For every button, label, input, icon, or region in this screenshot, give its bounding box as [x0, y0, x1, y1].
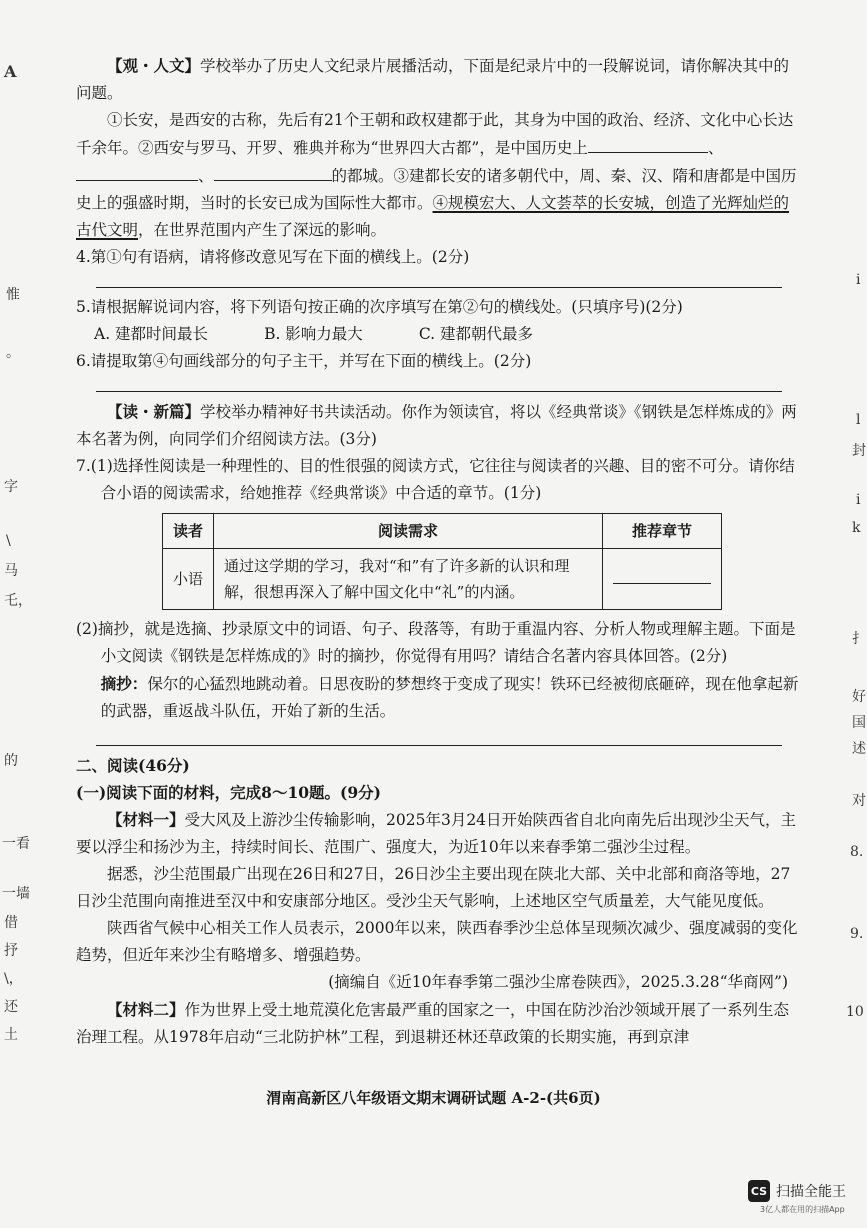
section-tag: 【读・新篇】 — [107, 402, 201, 421]
table-cell-reader: 小语 — [163, 549, 214, 610]
left-edge-char: \ — [6, 533, 11, 549]
left-edge-char: 土 — [4, 1027, 18, 1043]
option-b: B. 影响力最大 — [264, 325, 363, 343]
answer-line-6[interactable] — [96, 377, 782, 392]
left-edge-char: A — [4, 62, 17, 81]
question-7-2: (2)摘抄，就是选摘、抄录原文中的词语、句子、段落等，有助于重温内容、分析人物或理解主题。下面是小文阅读《钢铁是怎样炼成的》时的摘抄，你觉得有用吗？请结合名著内容具体回答。(2分) — [76, 620, 796, 665]
passage-text: 的都城。③建都长安的诸多朝代中，周、秦、汉、隋和唐都是中国历史上的强盛时期，当时的长安已成为国际性大都市。 — [76, 167, 797, 212]
passage-punct: 、 — [198, 167, 214, 185]
left-edge-char: 一看 — [2, 836, 30, 852]
guan-intro — [76, 52, 802, 107]
table-cell-need: 通过这学期的学习，我对“和”有了许多新的认识和理解，很想再深入了解中国文化中“礼”的内涵。 — [214, 549, 603, 610]
fill-blank-3[interactable] — [214, 162, 332, 181]
left-edge-char: \， — [4, 971, 23, 987]
option-a: A. 建都时间最长 — [94, 325, 209, 343]
material-tag: 【材料一】 — [107, 810, 185, 829]
left-edge-char: 借 — [4, 915, 18, 931]
passage-text: ①长安，是西安的古称，先后有21个王朝和政权建都于此，其身为中国的政治、经济、文化中心长达千余年。②西安与罗马、开罗、雅典并称为“世界四大古都”，是中国历史上 — [76, 111, 794, 157]
material-1-p2: 据悉，沙尘范围最广出现在26日和27日，26日沙尘主要出现在陕北大部、关中北部和商洛等地，27日沙尘范围向南推进至汉中和安康部分地区。受沙尘天气影响，上述地区空气质量差，大气能见度低。 — [76, 865, 791, 910]
left-edge-char: 抒 — [4, 943, 18, 959]
right-edge-char: 扌 — [852, 631, 866, 647]
right-edge-char: 国 — [852, 715, 866, 731]
scanner-tagline: 3亿人都在用的扫描App — [760, 1205, 845, 1214]
table-header: 阅读需求 — [214, 514, 603, 549]
left-edge-char: 惟 — [6, 287, 20, 303]
underlined-sentence: ④规模宏大、人文荟萃的长安城，创造了光辉灿烂的古代文明 — [76, 194, 790, 239]
question-5-options — [76, 321, 802, 348]
left-edge-char: 的 — [4, 753, 18, 769]
question-7-1: 7.(1)选择性阅读是一种理性的、目的性很强的阅读方式，它往往与阅读者的兴趣、目的密不可分。请你结合小语的阅读需求，给她推荐《经典常谈》中合适的章节。(1分) — [76, 457, 795, 502]
scanner-logo — [748, 1180, 846, 1202]
table-header: 推荐章节 — [603, 514, 722, 549]
material-2-p1 — [76, 996, 802, 1051]
guan-passage — [76, 107, 802, 244]
right-edge-char: i — [856, 492, 861, 508]
material-1-p1 — [76, 806, 802, 861]
answer-line-4[interactable] — [96, 273, 782, 288]
section-intro-text: 学校举办精神好书共读活动。你作为领读官，将以《经典常谈》《钢铁是怎样炼成的》两本名著为例，向同学们介绍阅读方法。(3分) — [76, 403, 797, 448]
question-5: 5.请根据解说词内容，将下列语句按正确的次序填写在第②句的横线处。(只填序号)(2分) — [76, 298, 683, 316]
material-tag: 【材料二】 — [107, 1000, 185, 1019]
excerpt — [76, 670, 802, 725]
subsection-1-title: (一)阅读下面的材料，完成8～10题。(9分) — [76, 783, 381, 802]
material-text: 作为世界上受土地荒漠化危害最严重的国家之一，中国在防沙治沙领域开展了一系列生态治理工程。从1978年启动“三北防护林”工程，到退耕还林还草政策的长期实施，再到京津 — [76, 1001, 790, 1046]
excerpt-label: 摘抄： — [100, 674, 148, 693]
left-edge-char: 字 — [4, 479, 18, 495]
section-tag: 【观・人文】 — [107, 56, 201, 75]
cs-logo-icon: CS — [748, 1180, 770, 1202]
table-cell-answer[interactable] — [603, 549, 722, 610]
option-c: C. 建都朝代最多 — [418, 325, 533, 343]
main-content — [76, 52, 802, 1051]
right-edge-char: 述 — [852, 741, 866, 757]
question-4: 4.第①句有语病，请将修改意见写在下面的横线上。(2分) — [76, 248, 470, 266]
section-2-title: 二、阅读(46分) — [76, 756, 190, 775]
right-edge-char: 好 — [852, 689, 866, 705]
material-text: 受大风及上游沙尘传输影响，2025年3月24日开始陕西省自北向南先后出现沙尘天气，主要以浮尘和扬沙为主，持续时间长、范围广、强度大，为近10年以来春季第二强沙尘过程。 — [76, 811, 797, 856]
excerpt-text: 保尔的心猛烈地跳动着。日思夜盼的梦想终于变成了现实！铁环已经被彻底砸碎，现在他拿起新的武器，重返战斗队伍，开始了新的生活。 — [100, 675, 799, 720]
du-intro — [76, 398, 802, 453]
reading-table — [162, 513, 722, 610]
material-1-source: (摘编自《近10年春季第二强沙尘席卷陕西》，2025.3.28“华商网”) — [328, 973, 788, 991]
table-header-row — [163, 514, 722, 549]
right-edge-char: l — [856, 412, 861, 428]
passage-text: ，在世界范围内产生了深远的影响。 — [138, 221, 387, 239]
fill-blank-1[interactable] — [588, 134, 708, 153]
right-edge-char: 对 — [852, 793, 866, 809]
left-edge-char: 一墙 — [2, 886, 30, 902]
answer-blank-chapter[interactable] — [613, 567, 711, 584]
page-footer: 渭南高新区八年级语文期末调研试题 A-2-(共6页) — [266, 1089, 601, 1107]
left-edge-char: 乇， — [4, 593, 32, 609]
right-edge-char: 8. — [850, 844, 864, 860]
right-edge-char: k — [852, 520, 861, 536]
scanner-app-name: 扫描全能王 — [776, 1184, 846, 1200]
answer-line-7[interactable] — [96, 731, 782, 746]
passage-punct: 、 — [707, 139, 724, 157]
table-header: 读者 — [163, 514, 214, 549]
right-edge-char: i — [856, 272, 861, 288]
left-edge-char: 。 — [6, 345, 20, 361]
question-6: 6.请提取第④句画线部分的句子主干，并写在下面的横线上。(2分) — [76, 352, 532, 370]
table-row — [163, 549, 722, 610]
right-edge-char: 封 — [852, 443, 866, 459]
left-edge-char: 还 — [4, 999, 18, 1015]
right-edge-char: 10 — [846, 1004, 864, 1020]
section-intro-text: 学校举办了历史人文纪录片展播活动，下面是纪录片中的一段解说词，请你解决其中的问题。 — [76, 57, 790, 102]
right-edge-char: 9. — [850, 926, 864, 942]
left-edge-char: 马 — [4, 563, 18, 579]
material-1-p3: 陕西省气候中心相关工作人员表示，2000年以来，陕西春季沙尘总体呈现频次减少、强度减弱的变化趋势，但近年来沙尘有略增多、增强趋势。 — [76, 919, 798, 964]
fill-blank-2[interactable] — [76, 162, 198, 181]
